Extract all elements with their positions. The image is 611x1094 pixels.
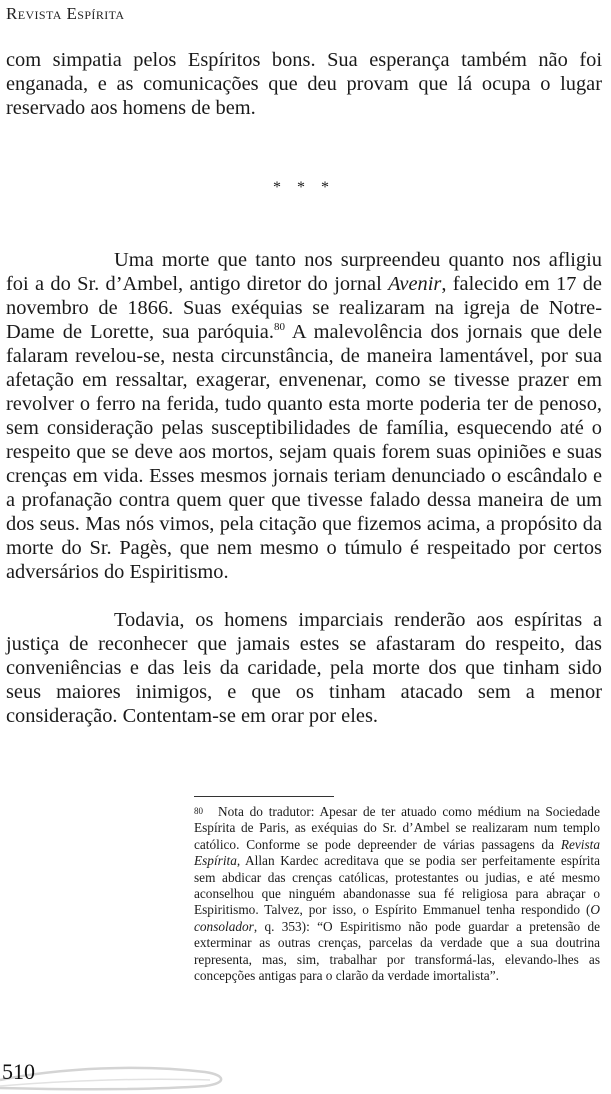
footnote-text-part-1: Nota do tradutor: Apesar de ter atuado como médium na Sociedade Espírita de Paris, as exéquias do Sr. d’Ambel se realizaram num templo católico. Conforme se pode depreender de várias passagens da — [194, 804, 600, 852]
section-separator: * * * — [273, 179, 335, 196]
paragraph-1: com simpatia pelos Espíritos bons. Sua esperança também não foi enganada, e as comunicações que deu provam que lá ocupa o lugar reservado aos homens de bem. — [6, 49, 602, 119]
main-text — [6, 48, 602, 728]
footnote-italic-2: O consolador — [194, 902, 600, 934]
footnote-text-part-3: , q. 353): “O Espiritismo não pode guardar a pretensão de exterminar as outras crenças, parcelas da verdade que a sua doutrina representa, mas, sim, trabalhar por transformá-las, elevando-lhes as concepções antigas para o clarão da verdade imortalista”. — [194, 918, 600, 984]
paragraph-2-part-b: , falecido em 17 de novembro de 1866. Suas exéquias se realizaram na igreja de Notre-Dame de Lorette, sua paróquia. — [6, 273, 602, 343]
running-head: Revista Espírita — [6, 4, 125, 23]
footnote — [194, 804, 600, 984]
page-swoosh-ornament — [0, 1050, 240, 1094]
paragraph-2-part-c: A malevolência dos jornais que dele falaram revelou-se, nesta circunstância, de maneira lamentável, por sua afetação em ressaltar, exagerar, envenenar, como se tivesse prazer em revolver o ferro na ferida, tudo quanto esta morte poderia ter de penoso, sem consideração pelas susceptibilidades de família, esquecendo até o respeito que se deve aos mortos, sejam quais forem suas opiniões e suas crenças em vida. Esses mesmos jornais teriam denunciado o escândalo e a profanação contra quem quer que tivesse falado dessa maneira de um dos seus. Mas nós vimos, pela citação que fizemos acima, a propósito da morte do Sr. Pagès, que nem mesmo o túmulo é respeitado por certos adversários do Espiritismo. — [6, 321, 602, 583]
paragraph-3: Todavia, os homens imparciais renderão aos espíritas a justiça de reconhecer que jamais estes se afastaram do respeito, das conveniências e das leis da caridade, pela morte dos que tinham sido seus maiores inimigos, e que os tinham atacado sem a menor consideração. Contentam-se em orar por eles. — [6, 609, 602, 727]
footnote-divider — [194, 796, 334, 797]
footnote-text — [194, 804, 600, 983]
paragraph-2 — [6, 248, 602, 584]
footnote-reference[interactable]: 80 — [273, 321, 285, 334]
newspaper-title: Avenir — [388, 273, 442, 295]
footnote-text-part-2: , Allan Kardec acreditava que se podia ser perfeitamente espírita sem abdicar das crenças católicas, protestantes ou judias, e até mesmo aconselhou que ninguém abandonasse sua fé religiosa para abraçar o Espiritismo. Talvez, por isso, o Espírito Emmanuel tenha respondido ( — [194, 853, 600, 918]
footnote-number: 80 — [194, 806, 203, 816]
page-number: 510 — [2, 1059, 35, 1084]
paragraph-2-part-a: Uma morte que tanto nos surpreendeu quanto nos afligiu foi a do Sr. d’Ambel, antigo diretor do jornal — [6, 249, 602, 295]
footnote-italic-1: Revista Espírita — [194, 836, 600, 869]
